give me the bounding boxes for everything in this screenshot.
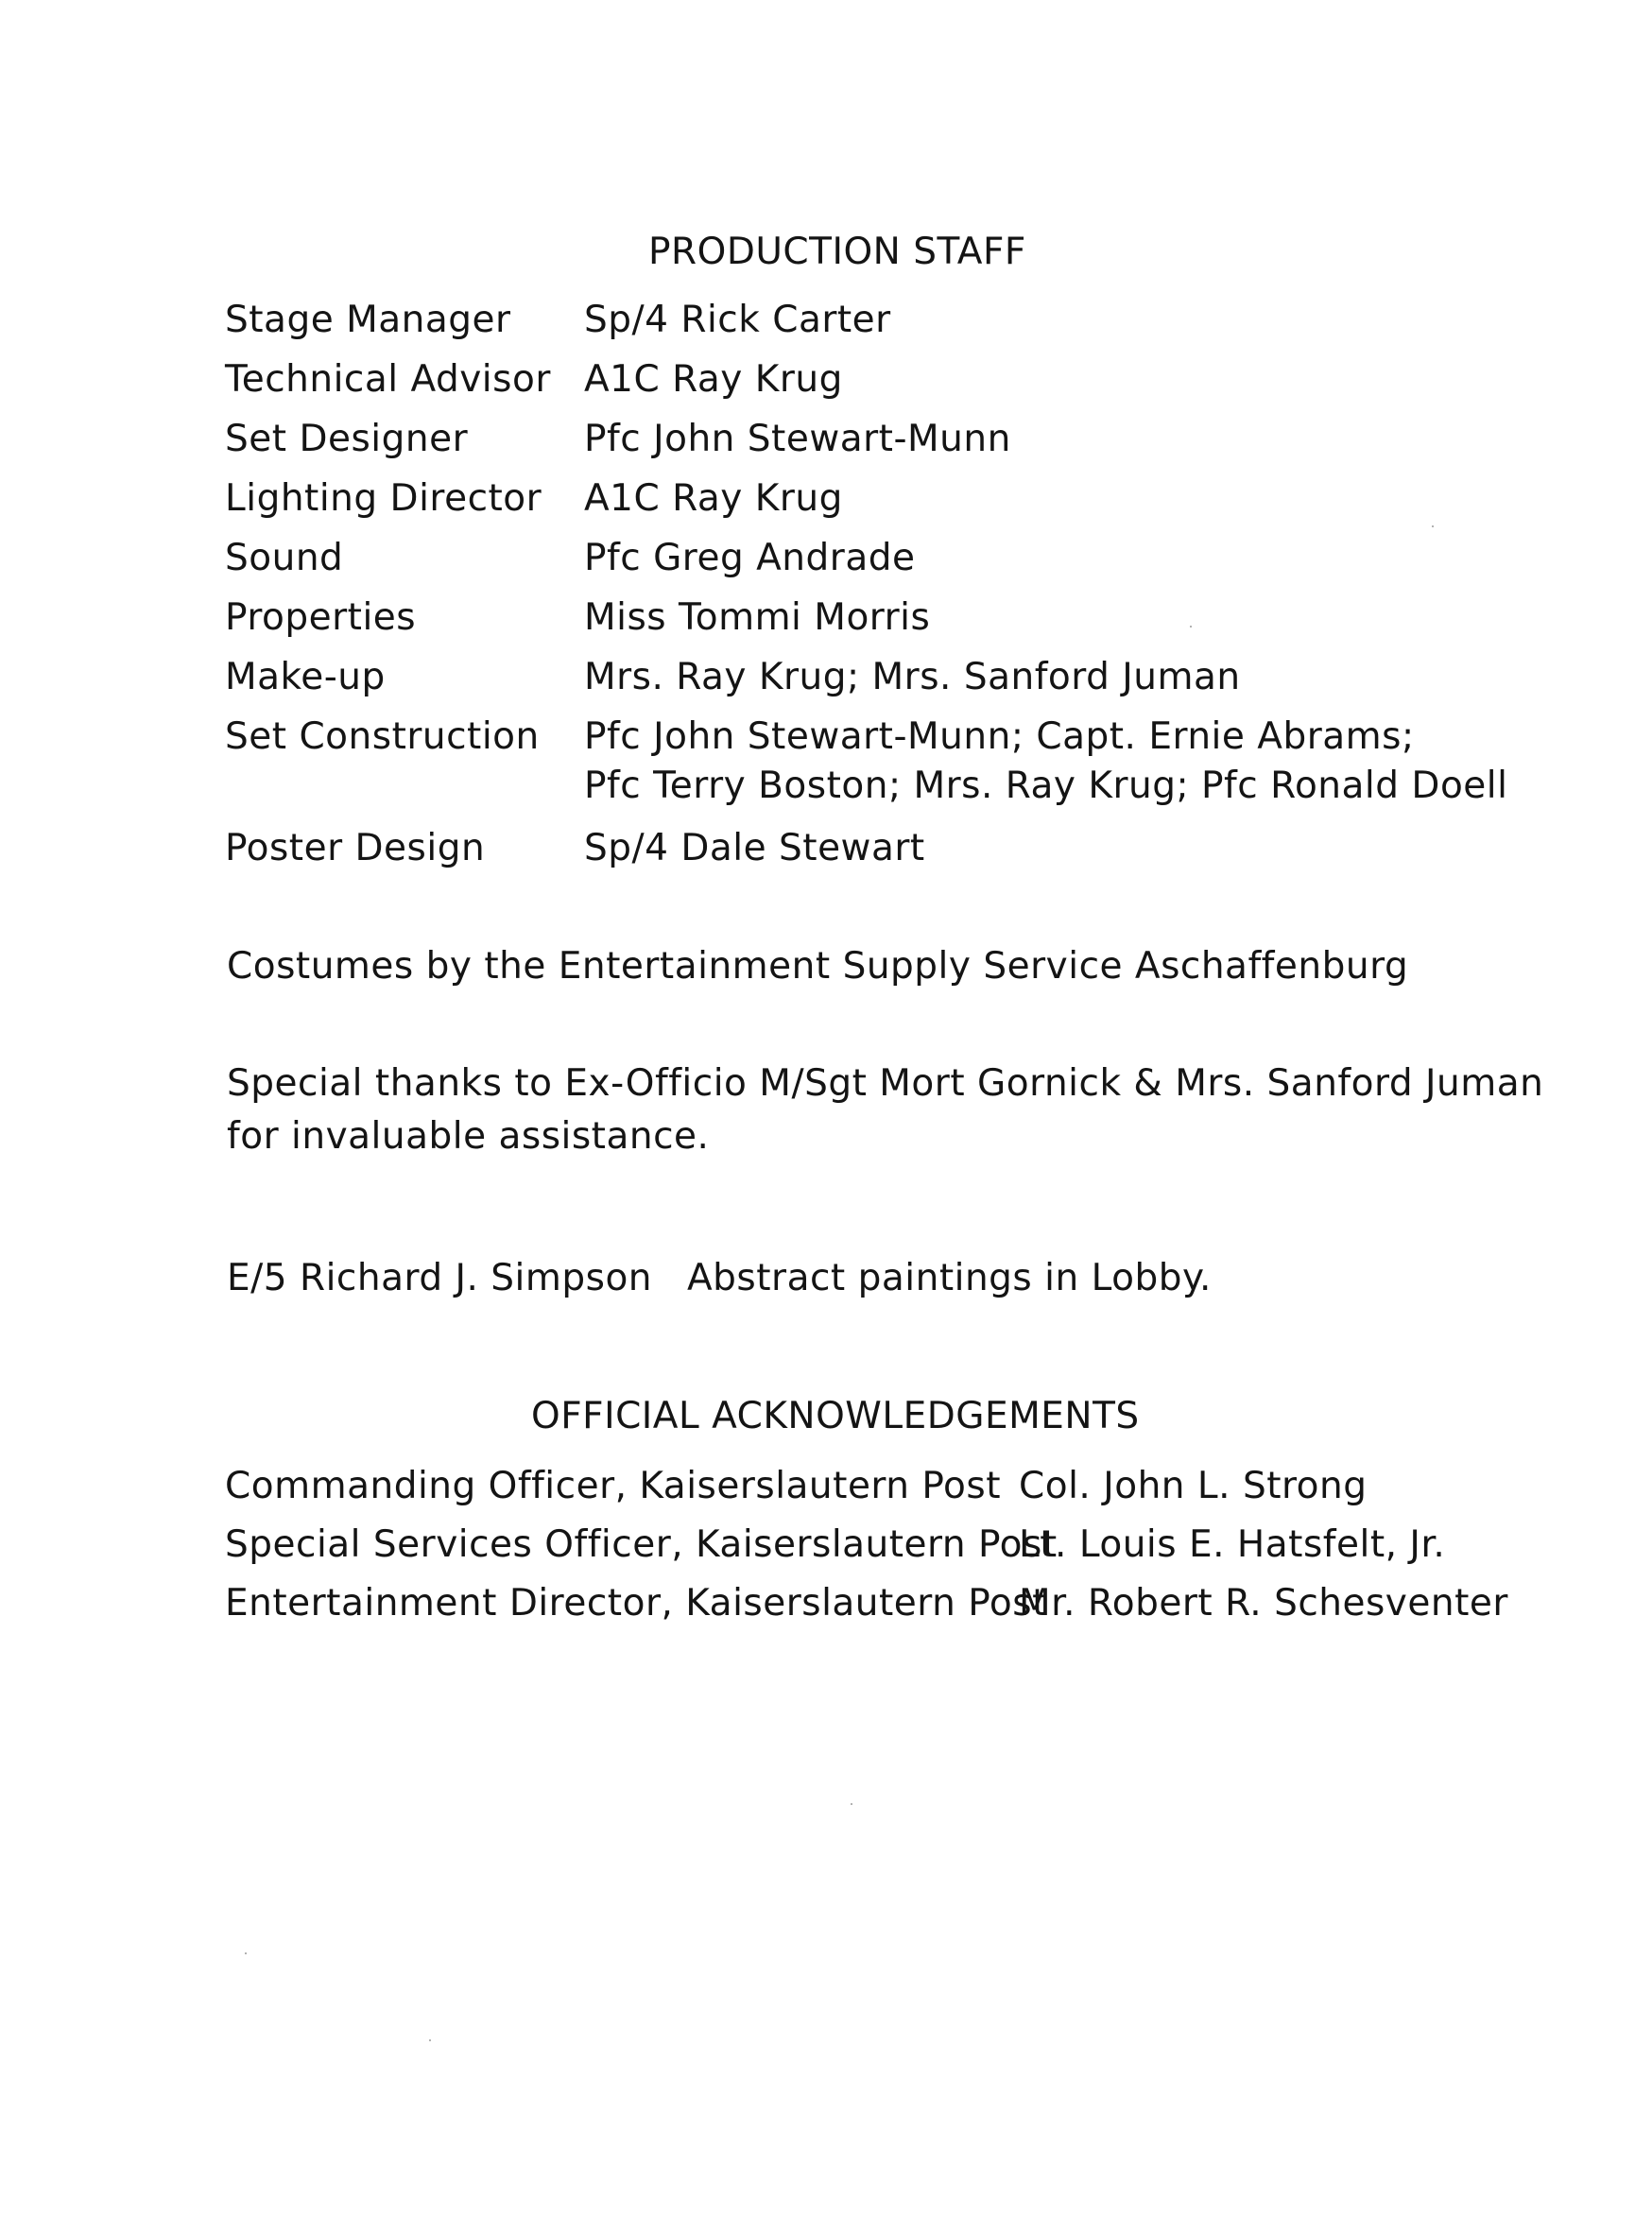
staff-role: Properties xyxy=(225,596,417,639)
ack-title: Entertainment Director, Kaiserslautern Post xyxy=(225,1582,1047,1625)
ack-title: Special Services Officer, Kaiserslautern Post xyxy=(225,1523,1058,1566)
staff-role: Set Construction xyxy=(225,715,540,758)
staff-role: Poster Design xyxy=(225,827,486,869)
staff-person: Mrs. Ray Krug; Mrs. Sanford Juman xyxy=(584,656,1241,698)
staff-person: A1C Ray Krug xyxy=(584,477,843,520)
staff-person: Pfc Greg Andrade xyxy=(584,537,916,579)
ack-title: Commanding Officer, Kaiserslautern Post xyxy=(225,1465,1001,1507)
staff-person: Miss Tommi Morris xyxy=(584,596,931,639)
staff-role: Make-up xyxy=(225,656,386,698)
staff-person: A1C Ray Krug xyxy=(584,358,843,401)
artist-credit-work: Abstract paintings in Lobby. xyxy=(687,1257,1212,1299)
special-thanks-line-1: Special thanks to Ex-Officio M/Sgt Mort Gornick & Mrs. Sanford Juman xyxy=(227,1062,1544,1105)
costumes-note: Costumes by the Entertainment Supply Service Aschaffenburg xyxy=(227,945,1409,988)
ack-name: Lt. Louis E. Hatsfelt, Jr. xyxy=(1019,1523,1446,1566)
scan-speck xyxy=(851,1803,852,1805)
staff-role: Lighting Director xyxy=(225,477,542,520)
ack-name: Col. John L. Strong xyxy=(1019,1465,1368,1507)
artist-credit-name: E/5 Richard J. Simpson xyxy=(227,1257,653,1299)
special-thanks-line-2: for invaluable assistance. xyxy=(227,1115,710,1158)
staff-person: Sp/4 Dale Stewart xyxy=(584,827,925,869)
staff-role: Technical Advisor xyxy=(225,358,551,401)
scan-speck xyxy=(1432,525,1434,527)
staff-person: Sp/4 Rick Carter xyxy=(584,299,891,341)
staff-person: Pfc Terry Boston; Mrs. Ray Krug; Pfc Ronald Doell xyxy=(584,765,1508,807)
scan-speck xyxy=(429,2039,431,2041)
scan-speck xyxy=(1190,626,1192,628)
ack-name: Mr. Robert R. Schesventer xyxy=(1019,1582,1508,1625)
staff-person: Pfc John Stewart-Munn; Capt. Ernie Abrams; xyxy=(584,715,1415,758)
staff-role: Sound xyxy=(225,537,344,579)
staff-person: Pfc John Stewart-Munn xyxy=(584,418,1011,460)
acknowledgements-heading: OFFICIAL ACKNOWLEDGEMENTS xyxy=(531,1395,1140,1437)
scan-speck xyxy=(245,1952,247,1954)
production-staff-heading: PRODUCTION STAFF xyxy=(648,231,1026,273)
staff-role: Stage Manager xyxy=(225,299,511,341)
staff-role: Set Designer xyxy=(225,418,469,460)
